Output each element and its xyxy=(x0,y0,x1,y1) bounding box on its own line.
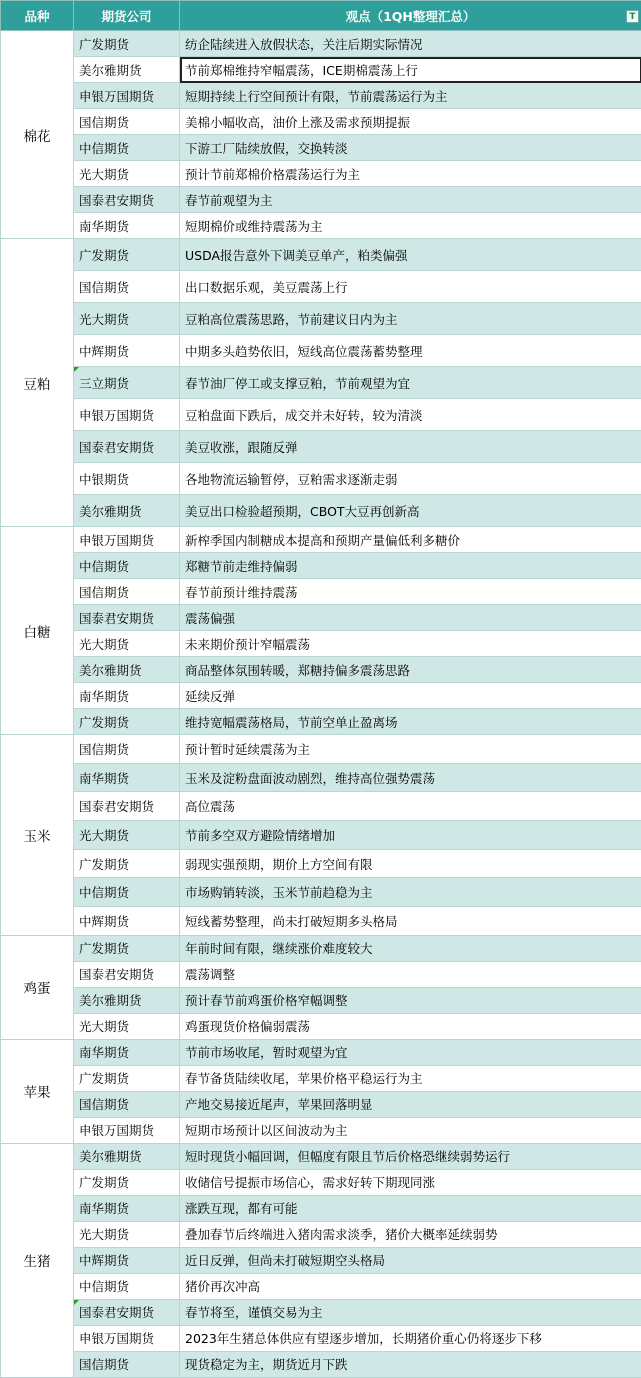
company-cell[interactable]: 广发期货 xyxy=(74,709,180,735)
view-cell[interactable]: 2023年生猪总体供应有望逐步增加，长期猪价重心仍将逐步下移 xyxy=(180,1325,641,1351)
company-cell[interactable]: 中信期货 xyxy=(74,878,180,907)
view-cell[interactable]: USDA报告意外下调美豆单产，粕类偏强 xyxy=(180,239,641,271)
view-cell[interactable]: 各地物流运输暂停，豆粕需求逐渐走弱 xyxy=(180,463,641,495)
company-cell[interactable]: 国泰君安期货 xyxy=(74,1299,180,1325)
table-row xyxy=(1,1221,641,1247)
view-cell[interactable]: 春节前预计维持震荡 xyxy=(180,579,641,605)
view-cell[interactable]: 短期市场预计以区间波动为主 xyxy=(180,1117,641,1143)
table-row xyxy=(1,239,641,271)
table-row xyxy=(1,1247,641,1273)
category-cell[interactable]: 豆粕 xyxy=(1,239,74,527)
table-row xyxy=(1,605,641,631)
company-cell[interactable]: 国信期货 xyxy=(74,579,180,605)
view-cell[interactable]: 中期多头趋势依旧，短线高位震荡蓄势整理 xyxy=(180,335,641,367)
company-cell[interactable]: 美尔雅期货 xyxy=(74,57,180,83)
table-row xyxy=(1,431,641,463)
company-cell[interactable]: 光大期货 xyxy=(74,631,180,657)
view-cell[interactable]: 商品整体氛围转暖，郑糖持偏多震荡思路 xyxy=(180,657,641,683)
table-row xyxy=(1,1273,641,1299)
company-cell[interactable]: 美尔雅期货 xyxy=(74,657,180,683)
table-row xyxy=(1,709,641,735)
company-cell[interactable]: 光大期货 xyxy=(74,821,180,850)
view-cell[interactable]: 猪价再次冲高 xyxy=(180,1273,641,1299)
company-cell[interactable]: 广发期货 xyxy=(74,1169,180,1195)
view-cell[interactable]: 春节备货陆续收尾，苹果价格平稳运行为主 xyxy=(180,1065,641,1091)
table-row xyxy=(1,83,641,109)
view-cell[interactable]: 弱现实强预期，期价上方空间有限 xyxy=(180,849,641,878)
company-cell[interactable]: 申银万国期货 xyxy=(74,1117,180,1143)
company-cell[interactable]: 中辉期货 xyxy=(74,1247,180,1273)
table-row xyxy=(1,631,641,657)
table-row xyxy=(1,657,641,683)
company-cell[interactable]: 美尔雅期货 xyxy=(74,495,180,527)
table-row xyxy=(1,961,641,987)
table-row xyxy=(1,1117,641,1143)
company-cell[interactable]: 国泰君安期货 xyxy=(74,431,180,463)
view-cell[interactable]: 短线蓄势整理，尚未打破短期多头格局 xyxy=(180,907,641,936)
company-cell[interactable]: 中银期货 xyxy=(74,463,180,495)
view-cell[interactable]: 预计春节前鸡蛋价格窄幅调整 xyxy=(180,987,641,1013)
view-cell[interactable]: 预计节前郑棉价格震荡运行为主 xyxy=(180,161,641,187)
view-cell[interactable]: 美棉小幅收高，油价上涨及需求预期提振 xyxy=(180,109,641,135)
company-cell[interactable]: 中辉期货 xyxy=(74,907,180,936)
category-cell[interactable]: 生猪 xyxy=(1,1143,74,1377)
view-cell[interactable]: 现货稳定为主，期货近月下跌 xyxy=(180,1351,641,1377)
company-cell[interactable]: 国信期货 xyxy=(74,271,180,303)
view-cell[interactable]: 延续反弹 xyxy=(180,683,641,709)
company-cell[interactable]: 中信期货 xyxy=(74,553,180,579)
company-cell[interactable]: 广发期货 xyxy=(74,31,180,57)
view-cell[interactable]: 短期棉价或维持震荡为主 xyxy=(180,213,641,239)
company-cell[interactable]: 南华期货 xyxy=(74,1195,180,1221)
company-cell[interactable]: 申银万国期货 xyxy=(74,399,180,431)
company-cell[interactable]: 国泰君安期货 xyxy=(74,792,180,821)
table-row xyxy=(1,735,641,764)
company-cell[interactable]: 南华期货 xyxy=(74,683,180,709)
view-cell[interactable]: 郑糖节前走维持偏弱 xyxy=(180,553,641,579)
view-cell[interactable]: 产地交易接近尾声，苹果回落明显 xyxy=(180,1091,641,1117)
category-cell[interactable]: 苹果 xyxy=(1,1039,74,1143)
header-row xyxy=(1,1,641,31)
table-row xyxy=(1,399,641,431)
table-row xyxy=(1,135,641,161)
table-row xyxy=(1,335,641,367)
table-row xyxy=(1,1299,641,1325)
category-cell[interactable]: 玉米 xyxy=(1,735,74,936)
view-cell[interactable]: 出口数据乐观，美豆震荡上行 xyxy=(180,271,641,303)
company-cell[interactable]: 中信期货 xyxy=(74,1273,180,1299)
view-cell[interactable]: 收储信号提振市场信心，需求好转下期现同涨 xyxy=(180,1169,641,1195)
table-row xyxy=(1,527,641,553)
table-row xyxy=(1,303,641,335)
table-row xyxy=(1,792,641,821)
table-row xyxy=(1,849,641,878)
category-cell[interactable]: 鸡蛋 xyxy=(1,935,74,1039)
table-row xyxy=(1,57,641,83)
view-cell[interactable]: 美豆出口检验超预期，CBOT大豆再创新高 xyxy=(180,495,641,527)
table-row xyxy=(1,1039,641,1065)
company-cell[interactable]: 中辉期货 xyxy=(74,335,180,367)
table-row xyxy=(1,935,641,961)
table-row xyxy=(1,683,641,709)
table-row xyxy=(1,187,641,213)
filter-icon[interactable]: T xyxy=(626,10,639,23)
header-view[interactable] xyxy=(180,1,641,31)
category-cell[interactable]: 棉花 xyxy=(1,31,74,239)
view-cell[interactable]: 维持宽幅震荡格局，节前空单止盈离场 xyxy=(180,709,641,735)
company-cell[interactable]: 光大期货 xyxy=(74,1221,180,1247)
view-cell[interactable]: 节前多空双方避险情绪增加 xyxy=(180,821,641,850)
table-row xyxy=(1,1351,641,1377)
company-cell[interactable]: 申银万国期货 xyxy=(74,1325,180,1351)
company-cell[interactable]: 国信期货 xyxy=(74,109,180,135)
table-row xyxy=(1,1195,641,1221)
view-cell[interactable]: 涨跌互现，都有可能 xyxy=(180,1195,641,1221)
view-cell[interactable]: 美豆收涨，跟随反弹 xyxy=(180,431,641,463)
company-cell[interactable]: 广发期货 xyxy=(74,935,180,961)
table-row xyxy=(1,1065,641,1091)
view-cell[interactable]: 豆粕高位震荡思路，节前建议日内为主 xyxy=(180,303,641,335)
company-cell[interactable]: 国信期货 xyxy=(74,735,180,764)
view-cell[interactable]: 叠加春节后终端进入猪肉需求淡季，猪价大概率延续弱势 xyxy=(180,1221,641,1247)
company-cell[interactable]: 南华期货 xyxy=(74,763,180,792)
view-cell[interactable]: 玉米及淀粉盘面波动剧烈，维持高位强势震荡 xyxy=(180,763,641,792)
view-cell[interactable]: 短时现货小幅回调，但幅度有限且节后价格恐继续弱势运行 xyxy=(180,1143,641,1169)
table-row xyxy=(1,1013,641,1039)
table-row xyxy=(1,1169,641,1195)
view-cell[interactable]: 新榨季国内制糖成本提高和预期产量偏低利多糖价 xyxy=(180,527,641,553)
company-cell[interactable]: 国信期货 xyxy=(74,1091,180,1117)
header-category[interactable]: 品种 xyxy=(1,1,74,31)
table-row xyxy=(1,1091,641,1117)
company-cell[interactable]: 美尔雅期货 xyxy=(74,1143,180,1169)
table-row xyxy=(1,553,641,579)
company-cell[interactable]: 光大期货 xyxy=(74,161,180,187)
company-cell[interactable]: 南华期货 xyxy=(74,213,180,239)
company-cell[interactable]: 申银万国期货 xyxy=(74,83,180,109)
view-cell[interactable]: 年前时间有限，继续涨价难度较大 xyxy=(180,935,641,961)
company-cell[interactable]: 中信期货 xyxy=(74,135,180,161)
view-cell[interactable]: 预计暂时延续震荡为主 xyxy=(180,735,641,764)
table-row xyxy=(1,495,641,527)
view-cell[interactable]: 豆粕盘面下跌后，成交并未好转，较为清淡 xyxy=(180,399,641,431)
company-cell[interactable]: 光大期货 xyxy=(74,1013,180,1039)
company-cell[interactable]: 三立期货 xyxy=(74,367,180,399)
company-cell[interactable]: 国泰君安期货 xyxy=(74,961,180,987)
table-row xyxy=(1,878,641,907)
company-cell[interactable]: 广发期货 xyxy=(74,239,180,271)
table-row xyxy=(1,1143,641,1169)
view-cell[interactable]: 下游工厂陆续放假，交换转淡 xyxy=(180,135,641,161)
table-row xyxy=(1,213,641,239)
table-row xyxy=(1,271,641,303)
company-cell[interactable]: 广发期货 xyxy=(74,1065,180,1091)
table-row xyxy=(1,1325,641,1351)
view-cell[interactable]: 市场购销转淡，玉米节前趋稳为主 xyxy=(180,878,641,907)
company-cell[interactable]: 美尔雅期货 xyxy=(74,987,180,1013)
company-cell[interactable]: 国信期货 xyxy=(74,1351,180,1377)
table-row xyxy=(1,161,641,187)
view-cell[interactable]: 近日反弹，但尚未打破短期空头格局 xyxy=(180,1247,641,1273)
table-row xyxy=(1,907,641,936)
table-row xyxy=(1,109,641,135)
table-row xyxy=(1,463,641,495)
view-cell[interactable]: 短期持续上行空间预计有限，节前震荡运行为主 xyxy=(180,83,641,109)
view-cell[interactable]: 节前市场收尾，暂时观望为宜 xyxy=(180,1039,641,1065)
company-cell[interactable]: 广发期货 xyxy=(74,849,180,878)
view-cell[interactable]: 春节前观望为主 xyxy=(180,187,641,213)
table-row xyxy=(1,367,641,399)
company-cell[interactable]: 国泰君安期货 xyxy=(74,187,180,213)
view-cell[interactable]: 春节油厂停工或支撑豆粕，节前观望为宜 xyxy=(180,367,641,399)
view-cell[interactable]: 鸡蛋现货价格偏弱震荡 xyxy=(180,1013,641,1039)
table-row xyxy=(1,987,641,1013)
company-cell[interactable]: 光大期货 xyxy=(74,303,180,335)
company-cell[interactable]: 国泰君安期货 xyxy=(74,605,180,631)
view-cell[interactable]: 纺企陆续进入放假状态，关注后期实际情况 xyxy=(180,31,641,57)
category-cell[interactable]: 白糖 xyxy=(1,527,74,735)
header-view-label: 观点（1QH整理汇总） xyxy=(346,9,476,24)
table-body xyxy=(1,31,641,1378)
company-cell[interactable]: 南华期货 xyxy=(74,1039,180,1065)
view-cell[interactable]: 震荡调整 xyxy=(180,961,641,987)
table-row xyxy=(1,763,641,792)
table-row xyxy=(1,31,641,57)
table-row xyxy=(1,821,641,850)
table-row xyxy=(1,579,641,605)
view-cell[interactable]: 震荡偏强 xyxy=(180,605,641,631)
view-cell[interactable]: 春节将至，谨慎交易为主 xyxy=(180,1299,641,1325)
view-cell[interactable]: 高位震荡 xyxy=(180,792,641,821)
view-cell[interactable]: 节前郑棉维持窄幅震荡，ICE期棉震荡上行 xyxy=(180,57,641,83)
view-cell[interactable]: 未来期价预计窄幅震荡 xyxy=(180,631,641,657)
company-cell[interactable]: 申银万国期货 xyxy=(74,527,180,553)
header-company[interactable]: 期货公司 xyxy=(74,1,180,31)
